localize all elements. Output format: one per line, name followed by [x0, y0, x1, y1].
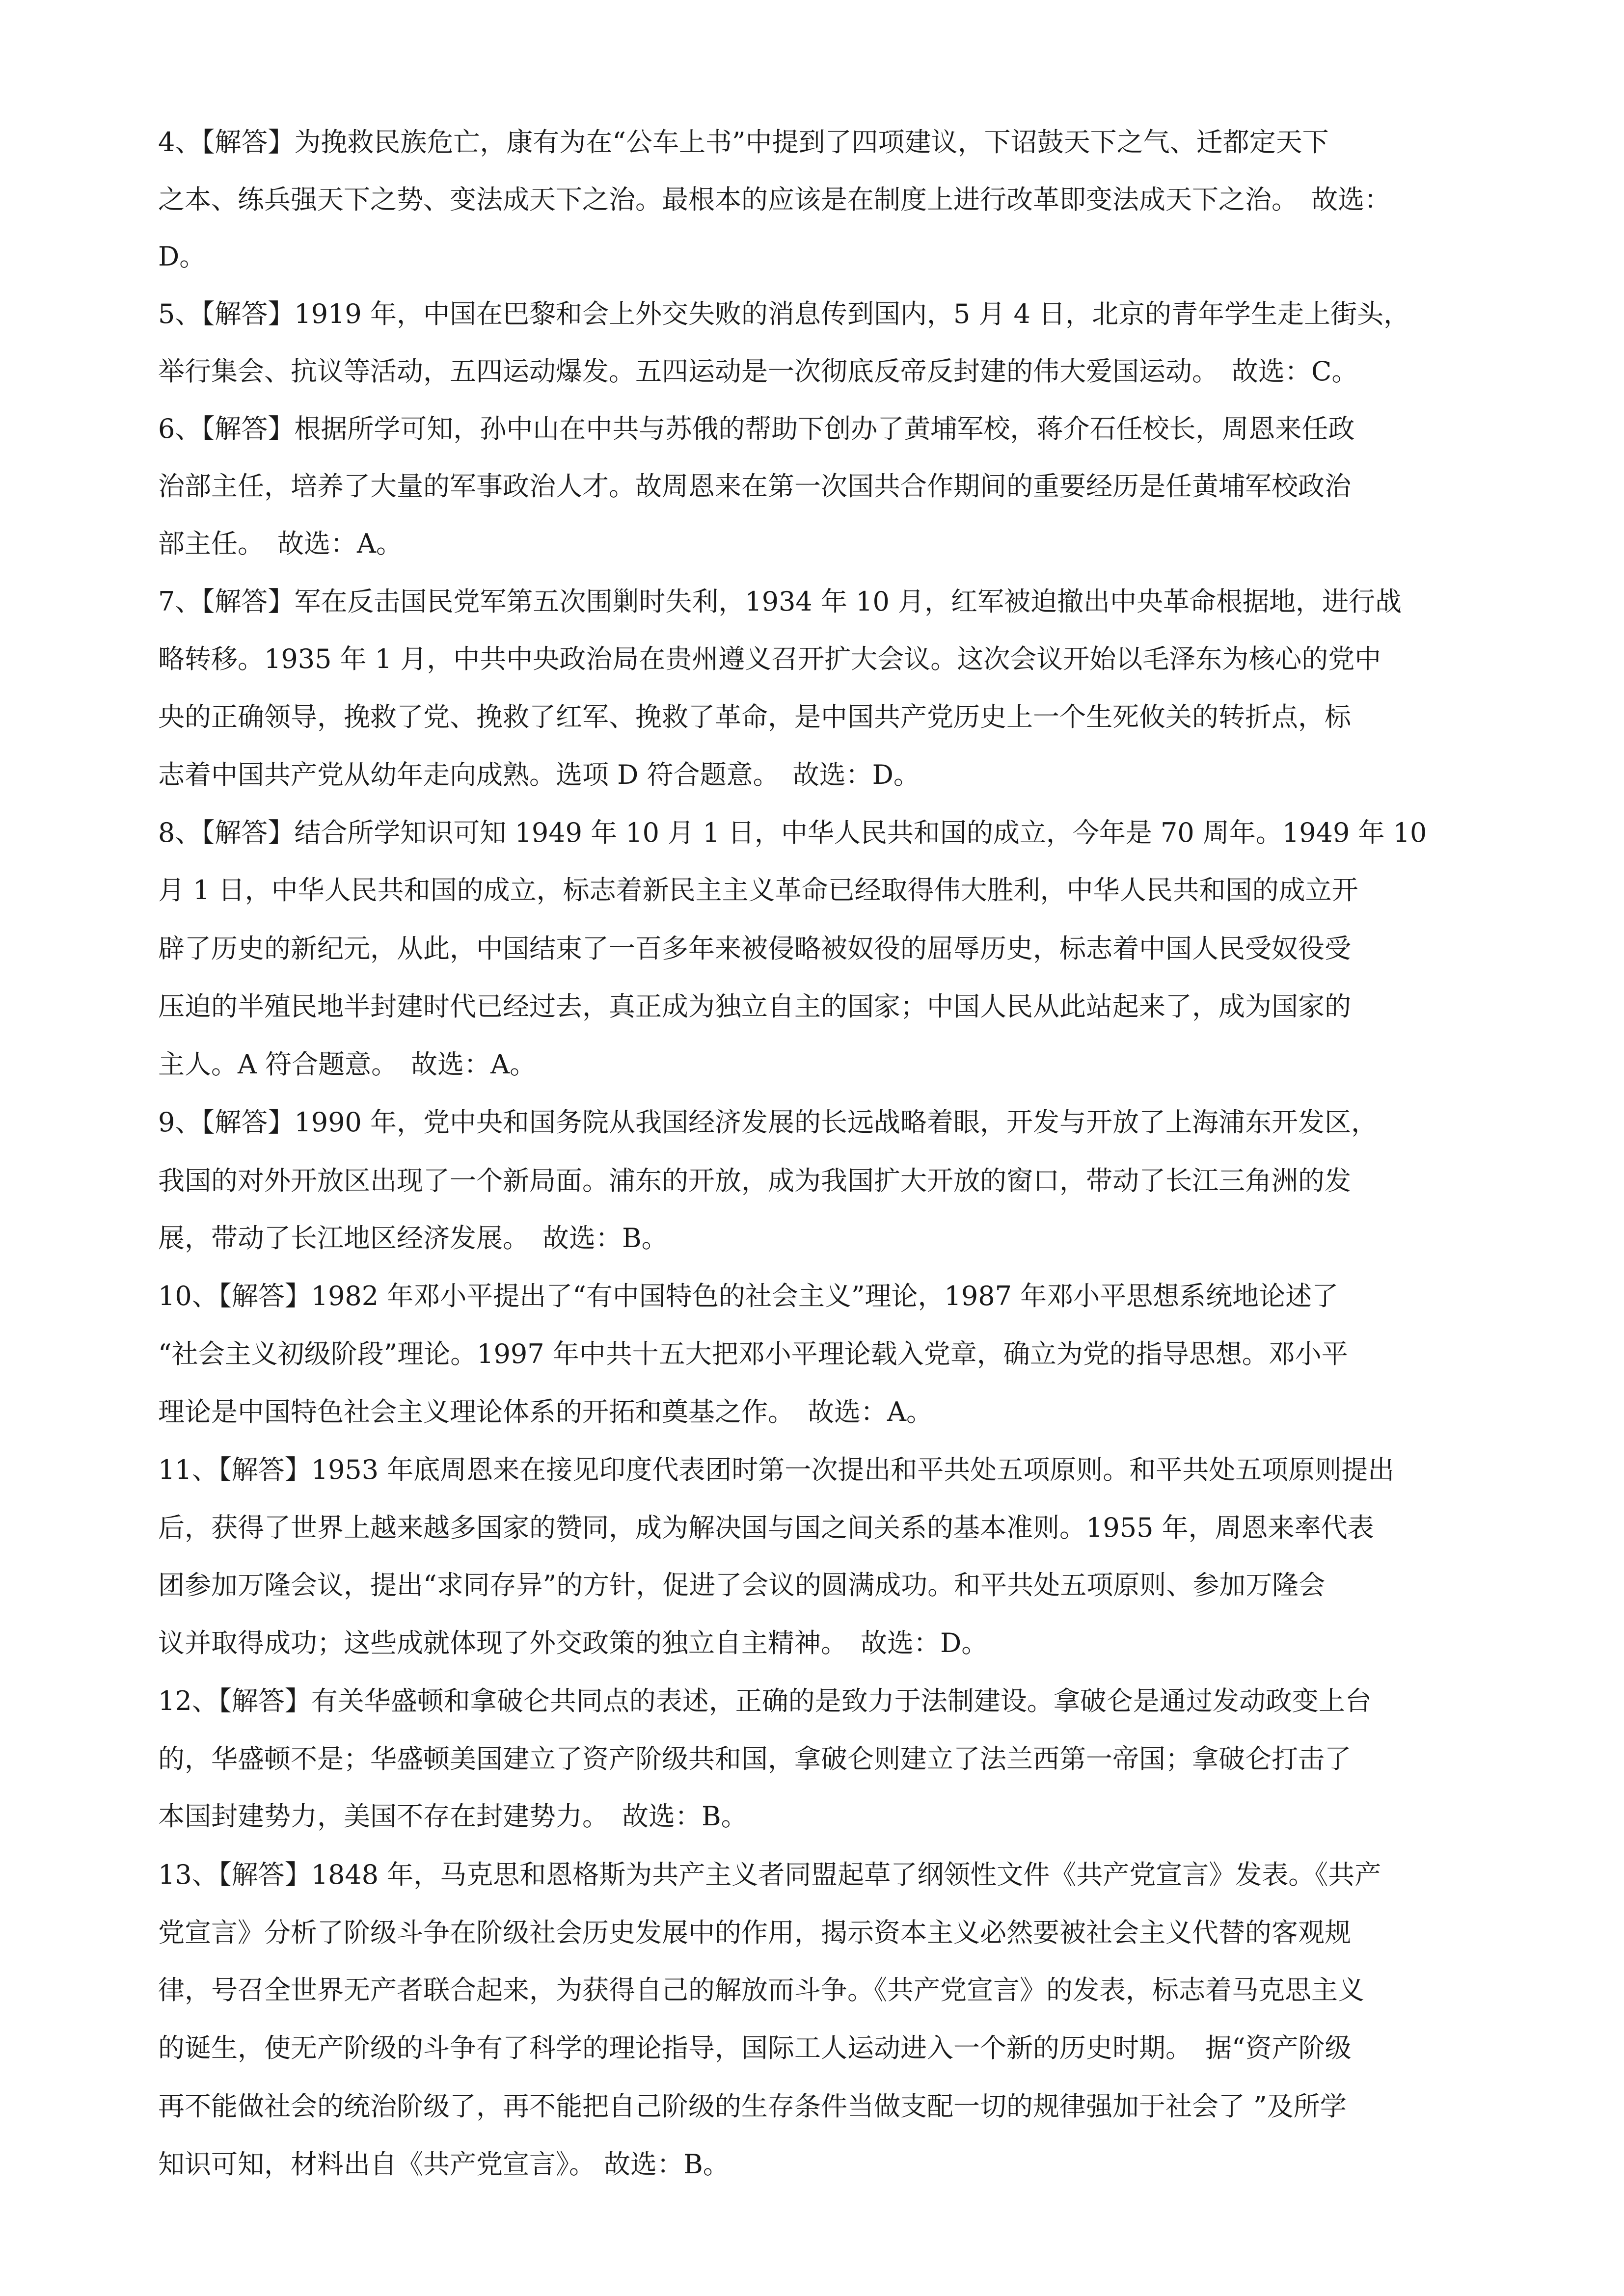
answer-line: 压迫的半殖民地半封建时代已经过去，真正成为独立自主的国家；中国人民从此站起来了，成为国家的 [158, 991, 1351, 1022]
answer-line: 律，号召全世界无产者联合起来，为获得自己的解放而斗争。《共产党宣言》的发表，标志着马克思主义 [158, 1975, 1364, 2005]
answer-line: 9、【解答】1990 年，党中央和国务院从我国经济发展的长远战略着眼，开发与开放了上海浦东开发区， [158, 1107, 1378, 1138]
answer-line: 的，华盛顿不是；华盛顿美国建立了资产阶级共和国，拿破仑则建立了法兰西第一帝国；拿破仑打击了 [158, 1743, 1351, 1774]
answer-line: 辟了历史的新纪元，从此，中国结束了一百多年来被侵略被奴役的屈辱历史，标志着中国人民受奴役受 [158, 933, 1351, 964]
answer-line: 13、【解答】1848 年，马克思和恩格斯为共产主义者同盟起草了纲领性文件《共产党宣言》发表。《共产 [158, 1859, 1381, 1890]
answer-line: 的诞生，使无产阶级的斗争有了科学的理论指导，国际工人运动进入一个新的历史时期。 据“资产阶级 [158, 2032, 1352, 2063]
answer-line: 议并取得成功；这些成就体现了外交政策的独立自主精神。 故选：D。 [158, 1628, 988, 1658]
answer-line: 团参加万隆会议，提出“求同存异”的方针，促进了会议的圆满成功。和平共处五项原则、参加万隆会 [158, 1570, 1326, 1601]
answer-line: 我国的对外开放区出现了一个新局面。浦东的开放，成为我国扩大开放的窗口，带动了长江三角洲的发 [158, 1165, 1351, 1196]
answer-line: 志着中国共产党从幼年走向成熟。选项 D 符合题意。 故选：D。 [158, 759, 920, 790]
answer-line: 央的正确领导，挽救了党、挽救了红军、挽救了革命，是中国共产党历史上一个生死攸关的转折点，标 [158, 701, 1351, 732]
answer-line: 后，获得了世界上越来越多国家的赞同，成为解决国与国之间关系的基本准则。1955 年，周恩来率代表 [158, 1512, 1374, 1543]
answer-line: 部主任。 故选：A。 [158, 528, 403, 559]
answer-line: 理论是中国特色社会主义理论体系的开拓和奠基之作。 故选：A。 [158, 1396, 933, 1427]
answer-line: 10、【解答】1982 年邓小平提出了“有中国特色的社会主义”理论，1987 年邓小平思想系统地论述了 [158, 1281, 1339, 1311]
answer-line: D。 [158, 241, 206, 272]
answer-line: 略转移。1935 年 1 月，中共中央政治局在贵州遵义召开扩大会议。这次会议开始以毛泽东为核心的党中 [158, 643, 1381, 674]
answer-line: 4、【解答】为挽救民族危亡，康有为在“公车上书”中提到了四项建议，下诏鼓天下之气、迁都定天下 [158, 127, 1329, 158]
answer-line: 再不能做社会的统治阶级了，再不能把自己阶级的生存条件当做支配一切的规律强加于社会了 ”及所学 [158, 2091, 1347, 2122]
answer-line: 8、【解答】结合所学知识可知 1949 年 10 月 1 日，中华人民共和国的成立，今年是 70 周年。1949 年 10 [158, 817, 1427, 848]
answer-line: 治部主任，培养了大量的军事政治人才。故周恩来在第一次国共合作期间的重要经历是任黄埔军校政治 [158, 471, 1351, 502]
answer-line: 之本、练兵强天下之势、变法成天下之治。最根本的应该是在制度上进行改革即变法成天下之治。 故选： [158, 184, 1391, 215]
answer-line: 7、【解答】军在反击国民党军第五次围剿时失利，1934 年 10 月，红军被迫撤出中央革命根据地，进行战 [158, 586, 1402, 617]
answer-line: 知识可知，材料出自《共产党宣言》。 故选：B。 [158, 2149, 730, 2180]
answer-line: 举行集会、抗议等活动，五四运动爆发。五四运动是一次彻底反帝反封建的伟大爱国运动。 故选：C。 [158, 356, 1358, 387]
answer-line: 本国封建势力，美国不存在封建势力。 故选：B。 [158, 1801, 748, 1832]
answer-line: 11、【解答】1953 年底周恩来在接见印度代表团时第一次提出和平共处五项原则。和平共处五项原则提出 [158, 1454, 1395, 1485]
answer-line: 6、【解答】根据所学可知，孙中山在中共与苏俄的帮助下创办了黄埔军校，蒋介石任校长，周恩来任政 [158, 413, 1355, 444]
answer-line: 月 1 日，中华人民共和国的成立，标志着新民主主义革命已经取得伟大胜利，中华人民共和国的成立开 [158, 875, 1358, 906]
answer-line: 党宣言》分析了阶级斗争在阶级社会历史发展中的作用，揭示资本主义必然要被社会主义代替的客观规 [158, 1917, 1351, 1948]
answer-line: “社会主义初级阶段”理论。1997 年中共十五大把邓小平理论载入党章，确立为党的指导思想。邓小平 [158, 1338, 1348, 1369]
answer-line: 主人。A 符合题意。 故选：A。 [158, 1049, 537, 1080]
answer-line: 12、【解答】有关华盛顿和拿破仑共同点的表述，正确的是致力于法制建设。拿破仑是通过发动政变上台 [158, 1685, 1372, 1716]
answer-line: 展，带动了长江地区经济发展。 故选：B。 [158, 1223, 668, 1254]
answer-line: 5、【解答】1919 年，中国在巴黎和会上外交失败的消息传到国内，5 月 4 日，北京的青年学生走上街头， [158, 298, 1410, 329]
